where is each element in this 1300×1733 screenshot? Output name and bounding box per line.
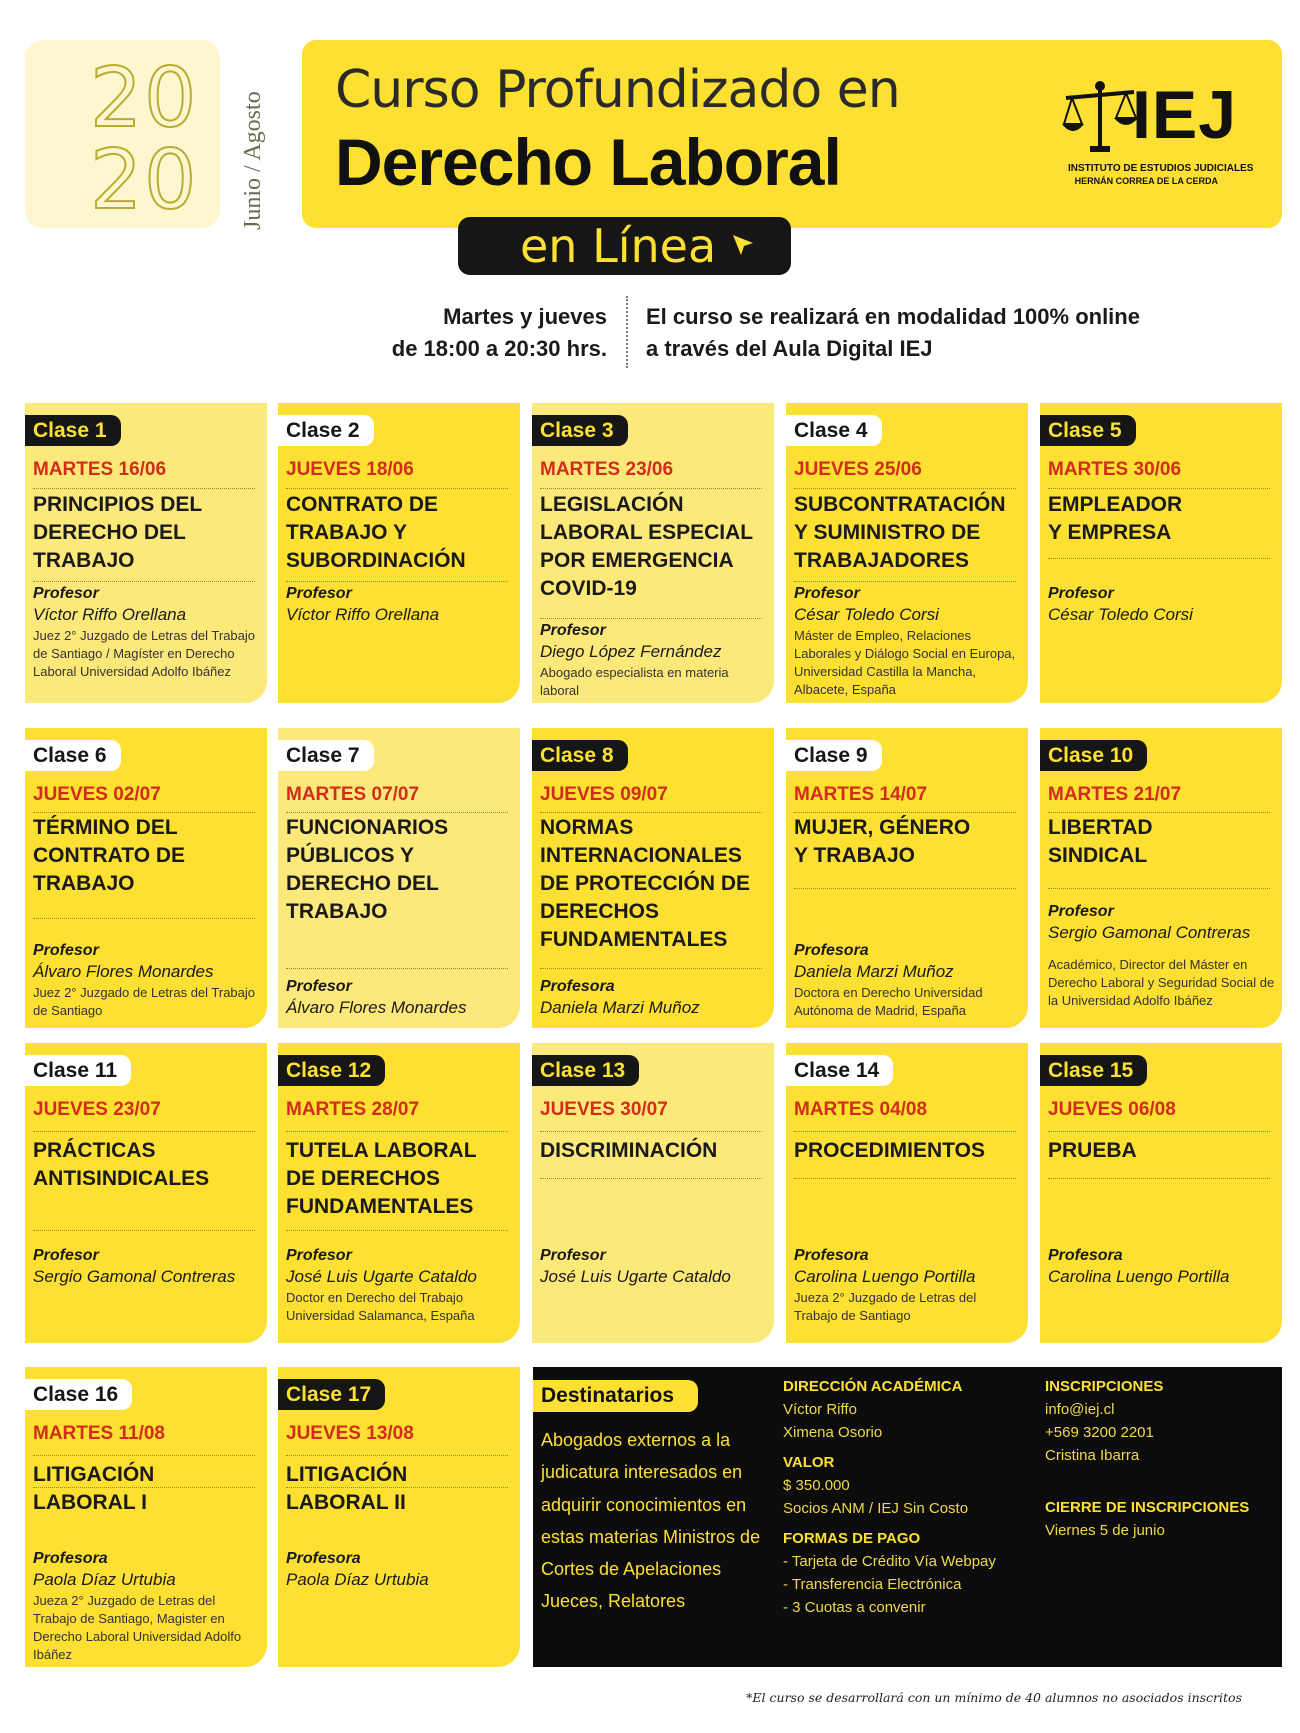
dotted-divider xyxy=(540,812,762,813)
cierre-block xyxy=(1045,1496,1249,1542)
professor-role: Profesora xyxy=(33,1550,108,1567)
professor-role: Profesor xyxy=(33,585,99,602)
professor-block xyxy=(1048,1245,1276,1288)
class-title-line: TRABAJADORES xyxy=(794,549,970,572)
class-title xyxy=(33,1137,261,1193)
class-title-line: CONTRATO DE xyxy=(286,493,439,516)
professor-block xyxy=(33,1245,261,1288)
professor-name: Sergio Gamonal Contreras xyxy=(1048,923,1251,942)
class-title-line: FUNDAMENTALES xyxy=(540,928,728,951)
professor-role: Profesor xyxy=(1048,903,1114,920)
class-label: Clase 8 xyxy=(532,740,628,771)
professor-role: Profesora xyxy=(1048,1247,1123,1264)
class-title xyxy=(540,491,768,603)
professor-block xyxy=(794,940,1022,1020)
class-label: Clase 7 xyxy=(278,740,374,771)
class-title xyxy=(794,491,1022,575)
valor-socios: Socios ANM / IEJ Sin Costo xyxy=(783,1500,969,1517)
professor-description: Juez 2° Juzgado de Letras del Trabajo de Santiago / Magíster en Derecho Laboral Universidad Adolfo Ibáñez xyxy=(33,628,256,679)
class-title-line: FUNCIONARIOS xyxy=(286,816,449,839)
class-title xyxy=(286,1461,514,1517)
class-label: Clase 12 xyxy=(278,1055,385,1086)
professor-name: Paola Díaz Urtubia xyxy=(286,1570,429,1589)
class-title-line: MUJER, GÉNERO xyxy=(794,816,971,839)
professor-block xyxy=(794,1245,1022,1325)
schedule-days-line: Martes y jueves xyxy=(443,304,607,329)
dotted-divider xyxy=(33,1230,255,1231)
dotted-divider xyxy=(33,488,255,489)
professor-description: Abogado especialista en materia laboral xyxy=(540,665,729,698)
professor-name: Álvaro Flores Monardes xyxy=(33,962,214,981)
class-title xyxy=(540,814,768,954)
dotted-divider xyxy=(286,1131,508,1132)
dotted-divider xyxy=(540,488,762,489)
class-date: MARTES 11/08 xyxy=(33,1423,165,1444)
class-label: Clase 4 xyxy=(786,415,882,446)
class-title-line: TUTELA LABORAL xyxy=(286,1139,477,1162)
class-card xyxy=(278,403,520,703)
class-card xyxy=(532,403,774,703)
professor-name: Víctor Riffo Orellana xyxy=(286,605,440,624)
professor-name: José Luis Ugarte Cataldo xyxy=(286,1267,477,1286)
cierre-heading: CIERRE DE INSCRIPCIONES xyxy=(1045,1499,1250,1516)
dotted-divider xyxy=(33,1487,255,1488)
class-title-line: FUNDAMENTALES xyxy=(286,1195,474,1218)
class-card xyxy=(278,1043,520,1343)
professor-role: Profesor xyxy=(33,942,99,959)
professor-name: Víctor Riffo Orellana xyxy=(33,605,187,624)
class-title xyxy=(33,491,261,575)
professor-name: Daniela Marzi Muñoz xyxy=(540,998,700,1017)
class-title-line: DERECHOS xyxy=(540,900,660,923)
pago-block xyxy=(783,1527,996,1619)
class-date: MARTES 21/07 xyxy=(1048,784,1182,805)
professor-role: Profesor xyxy=(1048,585,1114,602)
class-label: Clase 14 xyxy=(786,1055,893,1086)
class-card xyxy=(25,403,267,703)
dotted-divider xyxy=(794,488,1016,489)
professor-description: Doctora en Derecho Universidad Autónoma de Madrid, España xyxy=(794,985,983,1018)
schedule-modality xyxy=(646,301,1140,365)
dotted-divider xyxy=(286,488,508,489)
year-bottom: 20 xyxy=(90,133,199,228)
class-title xyxy=(1048,491,1276,547)
professor-block xyxy=(33,1548,261,1664)
class-date: MARTES 04/08 xyxy=(794,1099,928,1120)
class-card xyxy=(1040,1043,1282,1343)
class-title-line: LABORAL I xyxy=(33,1491,147,1514)
class-card xyxy=(278,1367,520,1667)
professor-name: Carolina Luengo Portilla xyxy=(1048,1267,1230,1286)
direccion-name-2: Ximena Osorio xyxy=(783,1424,883,1441)
class-title-line: TÉRMINO DEL xyxy=(33,816,178,839)
dotted-divider xyxy=(33,812,255,813)
class-title xyxy=(794,1137,1022,1165)
class-title-line: DE PROTECCIÓN DE xyxy=(540,872,751,895)
professor-role: Profesor xyxy=(794,585,860,602)
class-title-line: PRINCIPIOS DEL xyxy=(33,493,203,516)
class-card xyxy=(25,1367,267,1667)
dotted-divider xyxy=(33,918,255,919)
dotted-divider xyxy=(286,812,508,813)
class-card xyxy=(25,1043,267,1343)
logo-subtitle-1: INSTITUTO DE ESTUDIOS JUDICIALES xyxy=(1068,163,1254,174)
class-title-line: DERECHO DEL xyxy=(33,521,186,544)
class-title-line: LABORAL ESPECIAL xyxy=(540,521,754,544)
class-title-line: LITIGACIÓN xyxy=(33,1463,155,1486)
dotted-divider xyxy=(540,1131,762,1132)
dotted-divider xyxy=(286,968,508,969)
professor-block xyxy=(286,1548,514,1591)
class-card xyxy=(25,728,267,1028)
class-title xyxy=(1048,814,1276,870)
dotted-divider xyxy=(540,1178,762,1179)
schedule-hours-line: de 18:00 a 20:30 hrs. xyxy=(391,336,607,361)
class-date: MARTES 28/07 xyxy=(286,1099,420,1120)
cierre-date: Viernes 5 de junio xyxy=(1045,1522,1165,1539)
professor-block xyxy=(540,620,768,700)
cursor-arrow-icon xyxy=(730,232,756,258)
professor-role: Profesora xyxy=(794,942,869,959)
year-top: 20 xyxy=(90,51,199,146)
class-label: Clase 13 xyxy=(532,1055,639,1086)
class-label: Clase 15 xyxy=(1040,1055,1147,1086)
class-title-line: TRABAJO xyxy=(33,872,135,895)
dotted-divider xyxy=(286,1455,508,1456)
dotted-divider xyxy=(794,812,1016,813)
direccion-name-1: Víctor Riffo xyxy=(783,1401,857,1418)
dotted-divider xyxy=(540,618,762,619)
professor-description: Máster de Empleo, Relaciones Laborales y Diálogo Social en Europa, Universidad Castilla la Mancha, Albacete, España xyxy=(794,628,1016,697)
professor-name: Álvaro Flores Monardes xyxy=(286,998,467,1017)
professor-description: Jueza 2° Juzgado de Letras del Trabajo de Santiago, Magister en Derecho Laboral Universidad Adolfo Ibáñez xyxy=(33,1593,242,1662)
professor-block xyxy=(794,583,1022,699)
professor-role: Profesor xyxy=(286,1247,352,1264)
class-title-line: DE DERECHOS xyxy=(286,1167,441,1190)
class-title xyxy=(1048,1137,1276,1165)
class-title-line: DISCRIMINACIÓN xyxy=(540,1139,718,1162)
class-title-line: PRUEBA xyxy=(1048,1139,1137,1162)
class-label: Clase 11 xyxy=(25,1055,131,1086)
class-title-line: Y TRABAJO xyxy=(794,844,915,867)
destinatarios-tag: Destinatarios xyxy=(533,1380,698,1412)
professor-role: Profesor xyxy=(33,1247,99,1264)
class-date: JUEVES 06/08 xyxy=(1048,1099,1176,1120)
professor-name: César Toledo Corsi xyxy=(794,605,939,624)
class-title-line: LABORAL II xyxy=(286,1491,406,1514)
professor-name: César Toledo Corsi xyxy=(1048,605,1193,624)
class-title-line: PROCEDIMIENTOS xyxy=(794,1139,985,1162)
class-title-line: Y EMPRESA xyxy=(1048,521,1172,544)
dotted-divider xyxy=(1048,812,1270,813)
class-label: Clase 5 xyxy=(1040,415,1136,446)
professor-name: José Luis Ugarte Cataldo xyxy=(540,1267,731,1286)
class-date: JUEVES 09/07 xyxy=(540,784,668,805)
modality-line1: El curso se realizará en modalidad 100% online xyxy=(646,304,1140,329)
class-title-line: CONTRATO DE xyxy=(33,844,186,867)
professor-block xyxy=(286,583,514,626)
class-title xyxy=(286,491,514,575)
class-title-line: EMPLEADOR xyxy=(1048,493,1183,516)
pago-option-1: - Tarjeta de Crédito Vía Webpay xyxy=(783,1553,996,1570)
class-label: Clase 10 xyxy=(1040,740,1147,771)
iej-logo: IEJ xyxy=(1132,77,1238,153)
class-date: MARTES 14/07 xyxy=(794,784,928,805)
course-title-line2: Derecho Laboral xyxy=(335,125,841,199)
professor-name: Daniela Marzi Muñoz xyxy=(794,962,954,981)
class-title-line: TRABAJO xyxy=(286,900,388,923)
class-card xyxy=(278,728,520,1028)
dotted-divider xyxy=(794,1131,1016,1132)
class-card xyxy=(532,728,774,1028)
class-title xyxy=(33,814,261,898)
professor-block xyxy=(33,940,261,1020)
footer-note: *El curso se desarrollará con un mínimo de 40 alumnos no asociados inscritos xyxy=(746,1690,1242,1705)
class-title xyxy=(794,814,1022,870)
dotted-divider xyxy=(33,1131,255,1132)
class-title-line: LIBERTAD xyxy=(1048,816,1153,839)
class-label: Clase 16 xyxy=(25,1379,132,1410)
class-card xyxy=(532,1043,774,1343)
class-title-line: TRABAJO xyxy=(33,549,135,572)
class-title-line: PÚBLICOS Y xyxy=(286,844,414,867)
pago-option-2: - Transferencia Electrónica xyxy=(783,1576,962,1593)
valor-block xyxy=(783,1451,968,1520)
professor-name: Sergio Gamonal Contreras xyxy=(33,1267,236,1286)
class-card xyxy=(1040,728,1282,1028)
professor-block xyxy=(540,976,768,1019)
dotted-divider xyxy=(794,581,1016,582)
class-label: Clase 17 xyxy=(278,1379,385,1410)
dotted-divider xyxy=(540,968,762,969)
schedule-divider xyxy=(626,296,628,368)
professor-role: Profesora xyxy=(794,1247,869,1264)
class-title xyxy=(286,814,514,926)
professor-block xyxy=(286,976,514,1019)
professor-block xyxy=(1048,583,1276,626)
dotted-divider xyxy=(1048,558,1270,559)
professor-role: Profesora xyxy=(286,1550,361,1567)
class-title xyxy=(33,1461,261,1517)
class-date: JUEVES 13/08 xyxy=(286,1423,414,1444)
class-title-line: PRÁCTICAS xyxy=(33,1139,156,1162)
inscripciones-contact: Cristina Ibarra xyxy=(1045,1447,1140,1464)
dotted-divider xyxy=(794,1178,1016,1179)
professor-description: Jueza 2° Juzgado de Letras del Trabajo de Santiago xyxy=(794,1290,977,1323)
inscripciones-heading: INSCRIPCIONES xyxy=(1045,1378,1164,1395)
class-date: MARTES 07/07 xyxy=(286,784,420,805)
class-title-line: TRABAJO Y xyxy=(286,521,407,544)
inscripciones-email[interactable]: info@iej.cl xyxy=(1045,1401,1115,1418)
class-label: Clase 2 xyxy=(278,415,374,446)
direccion-block xyxy=(783,1375,962,1444)
destinatarios-text: Abogados externos a la judicatura interesados en adquirir conocimientos en estas materias Ministros de Cortes de Apelaciones Jueces, Relatores xyxy=(541,1430,761,1612)
scales-of-justice-icon xyxy=(1060,78,1140,158)
inscripciones-phone: +569 3200 2201 xyxy=(1045,1424,1154,1441)
dotted-divider xyxy=(33,1455,255,1456)
dotted-divider xyxy=(1048,1131,1270,1132)
pago-option-3: - 3 Cuotas a convenir xyxy=(783,1599,926,1616)
dotted-divider xyxy=(794,888,1016,889)
dotted-divider xyxy=(1048,1178,1270,1179)
professor-role: Profesor xyxy=(286,585,352,602)
schedule-days xyxy=(392,301,607,365)
dotted-divider xyxy=(33,581,255,582)
modality-line2: a través del Aula Digital IEJ xyxy=(646,336,933,361)
inscripciones-block xyxy=(1045,1375,1163,1467)
professor-role: Profesora xyxy=(540,978,615,995)
dotted-divider xyxy=(1048,488,1270,489)
class-card xyxy=(786,1043,1028,1343)
valor-price: $ 350.000 xyxy=(783,1477,850,1494)
class-title-line: ANTISINDICALES xyxy=(33,1167,210,1190)
professor-description: Académico, Director del Máster en Derecho Laboral y Seguridad Social de la Universidad Adolfo Ibáñez xyxy=(1048,957,1275,1008)
professor-block xyxy=(540,1245,768,1288)
class-label: Clase 1 xyxy=(25,415,121,446)
class-date: MARTES 30/06 xyxy=(1048,459,1182,480)
valor-heading: VALOR xyxy=(783,1454,835,1471)
dotted-divider xyxy=(1048,888,1270,889)
dotted-divider xyxy=(286,1487,508,1488)
professor-role: Profesor xyxy=(286,978,352,995)
class-title-line: NORMAS xyxy=(540,816,634,839)
professor-name: Paola Díaz Urtubia xyxy=(33,1570,176,1589)
class-label: Clase 3 xyxy=(532,415,628,446)
professor-block xyxy=(1048,901,1276,1010)
class-date: MARTES 23/06 xyxy=(540,459,674,480)
logo-subtitle-2: HERNÁN CORREA DE LA CERDA xyxy=(1074,176,1218,186)
class-label: Clase 9 xyxy=(786,740,882,771)
class-title-line: DERECHO DEL xyxy=(286,872,439,895)
dotted-divider xyxy=(286,1230,508,1231)
class-title-line: LEGISLACIÓN xyxy=(540,493,684,516)
class-card xyxy=(786,728,1028,1028)
class-label: Clase 6 xyxy=(25,740,121,771)
class-title-line: INTERNACIONALES xyxy=(540,844,742,867)
class-date: JUEVES 25/06 xyxy=(794,459,922,480)
class-title xyxy=(540,1137,768,1165)
class-date: JUEVES 23/07 xyxy=(33,1099,161,1120)
course-title-line1: Curso Profundizado en xyxy=(335,60,900,120)
class-card xyxy=(786,403,1028,703)
class-date: JUEVES 02/07 xyxy=(33,784,161,805)
class-card xyxy=(1040,403,1282,703)
professor-description: Juez 2° Juzgado de Letras del Trabajo de Santiago xyxy=(33,985,256,1018)
class-title-line: LITIGACIÓN xyxy=(286,1463,408,1486)
class-title-line: Y SUMINISTRO DE xyxy=(794,521,981,544)
class-date: JUEVES 18/06 xyxy=(286,459,414,480)
class-title-line: SUBCONTRATACIÓN xyxy=(794,493,1006,516)
class-title xyxy=(286,1137,514,1221)
professor-name: Carolina Luengo Portilla xyxy=(794,1267,976,1286)
class-title-line: COVID-19 xyxy=(540,577,637,600)
dotted-divider xyxy=(286,581,508,582)
online-label: en Línea xyxy=(520,219,717,273)
direccion-heading: DIRECCIÓN ACADÉMICA xyxy=(783,1378,963,1395)
professor-role: Profesor xyxy=(540,1247,606,1264)
class-title-line: SINDICAL xyxy=(1048,844,1148,867)
period-label: Junio / Agosto xyxy=(240,91,266,230)
professor-block xyxy=(286,1245,514,1325)
professor-name: Diego López Fernández xyxy=(540,642,722,661)
class-title-line: SUBORDINACIÓN xyxy=(286,549,466,572)
class-date: MARTES 16/06 xyxy=(33,459,167,480)
class-title-line: POR EMERGENCIA xyxy=(540,549,734,572)
professor-description: Doctor en Derecho del Trabajo Universidad Salamanca, España xyxy=(286,1290,475,1323)
professor-block xyxy=(33,583,261,681)
professor-role: Profesor xyxy=(540,622,606,639)
class-date: JUEVES 30/07 xyxy=(540,1099,668,1120)
pago-heading: FORMAS DE PAGO xyxy=(783,1530,921,1547)
